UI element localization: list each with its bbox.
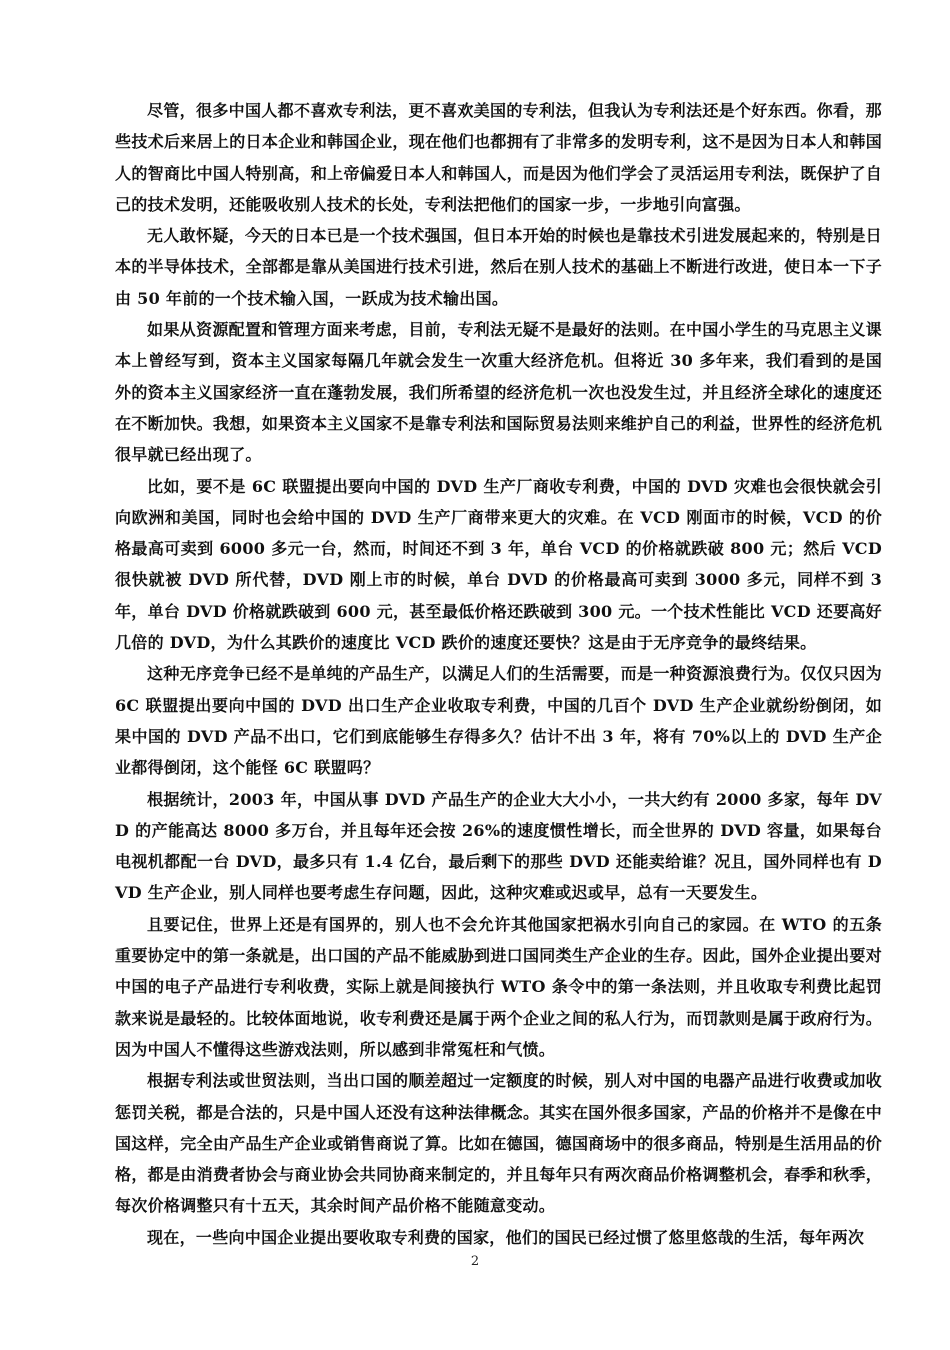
paragraph-4: 比如，要不是 6C 联盟提出要向中国的 DVD 生产厂商收专利费，中国的 DVD 灾难也会很快就会引向欧洲和美国，同时也会给中国的 DVD 生产厂商带来更大的灾难。在 VCD 刚面市的时候，VCD 的价格最高可卖到 6000 多元一台，然而，时间还不到 3 年，单台 VCD 的价格就跌破 800 元；然后 VCD 很快就被 DVD 所代替，DVD 刚上市的时候，单台 DVD 的价格最高可卖到 3000 多元，同样不到 3 年，单台 DVD 价格就跌破到 600 元，甚至最低价格还跌破到 300 元。一个技术性能比 VCD 还要高好几倍的 DVD，为什么其跌价的速度比 VCD 跌价的速度还要快？这是由于无序竞争的最终结果。 bbox=[115, 476, 882, 653]
paragraph-1: 尽管，很多中国人都不喜欢专利法，更不喜欢美国的专利法，但我认为专利法还是个好东西。你看，那些技术后来居上的日本企业和韩国企业，现在他们也都拥有了非常多的发明专利，这不是因为日本人和韩国人的智商比中国人特别高，和上帝偏爱日本人和韩国人，而是因为他们学会了灵活运用专利法，既保护了自己的技术发明，还能吸收别人技术的长处，专利法把他们的国家一步，一步地引向富强。 bbox=[115, 101, 882, 214]
page-number: 2 bbox=[470, 1254, 480, 1269]
paragraph-5: 这种无序竞争已经不是单纯的产品生产，以满足人们的生活需要，而是一种资源浪费行为。仅仅只因为 6C 联盟提出要向中国的 DVD 出口生产企业收取专利费，中国的几百个 DVD 生产企业就纷纷倒闭，如果中国的 DVD 产品不出口，它们到底能够生存得多久？估计不出 3 年，将有 70%以上的 DVD 生产企业都得倒闭，这个能怪 6C 联盟吗？ bbox=[115, 664, 882, 778]
paragraph-6: 根据统计，2003 年，中国从事 DVD 产品生产的企业大大小小，一共大约有 2000 多家，每年 DVD 的产能高达 8000 多万台，并且每年还会按 26%的速度惯性增长，而全世界的 DVD 容量，如果每台电视机都配一台 DVD，最多只有 1.4 亿台，最后剩下的那些 DVD 还能卖给谁？况且，国外同样也有 DVD 生产企业，别人同样也要考虑生存问题，因此，这种灾难或迟或早，总有一天要发生。 bbox=[115, 789, 882, 903]
body-text bbox=[115, 95, 882, 1253]
paragraph-3: 如果从资源配置和管理方面来考虑，目前，专利法无疑不是最好的法则。在中国小学生的马克思主义课本上曾经写到，资本主义国家每隔几年就会发生一次重大经济危机。但将近 30 多年来，我们看到的是国外的资本主义国家经济一直在蓬勃发展，我们所希望的经济危机一次也没发生过，并且经济全球化的速度还在不断加快。我想，如果资本主义国家不是靠专利法和国际贸易法则来维护自己的利益，世界性的经济危机很早就已经出现了。 bbox=[115, 320, 882, 465]
paragraph-7: 且要记住，世界上还是有国界的，别人也不会允许其他国家把祸水引向自己的家园。在 WTO 的五条重要协定中的第一条就是，出口国的产品不能威胁到进口国同类生产企业的生存。因此，国外企业提出要对中国的电子产品进行专利收费，实际上就是间接执行 WTO 条令中的第一条法则，并且收取专利费比起罚款来说是最轻的。比较体面地说，收专利费还是属于两个企业之间的私人行为，而罚款则是属于政府行为。因为中国人不懂得这些游戏法则，所以感到非常冤枉和气愤。 bbox=[115, 914, 882, 1059]
paragraph-8: 根据专利法或世贸法则，当出口国的顺差超过一定额度的时候，别人对中国的电器产品进行收费或加收惩罚关税，都是合法的，只是中国人还没有这种法律概念。其实在国外很多国家，产品的价格并不是像在中国这样，完全由产品生产企业或销售商说了算。比如在德国，德国商场中的很多商品，特别是生活用品的价格，都是由消费者协会与商业协会共同协商来制定的，并且每年只有两次商品价格调整机会，春季和秋季，每次价格调整只有十五天，其余时间产品价格不能随意变动。 bbox=[115, 1071, 882, 1216]
paragraph-2: 无人敢怀疑，今天的日本已是一个技术强国，但日本开始的时候也是靠技术引进发展起来的，特别是日本的半导体技术，全部都是靠从美国进行技术引进，然后在别人技术的基础上不断进行改进，使日本一下子由 50 年前的一个技术输入国，一跃成为技术输出国。 bbox=[115, 226, 882, 308]
paragraph-9: 现在，一些向中国企业提出要收取专利费的国家，他们的国民已经过惯了悠里悠哉的生活，每年两次 bbox=[147, 1227, 865, 1247]
